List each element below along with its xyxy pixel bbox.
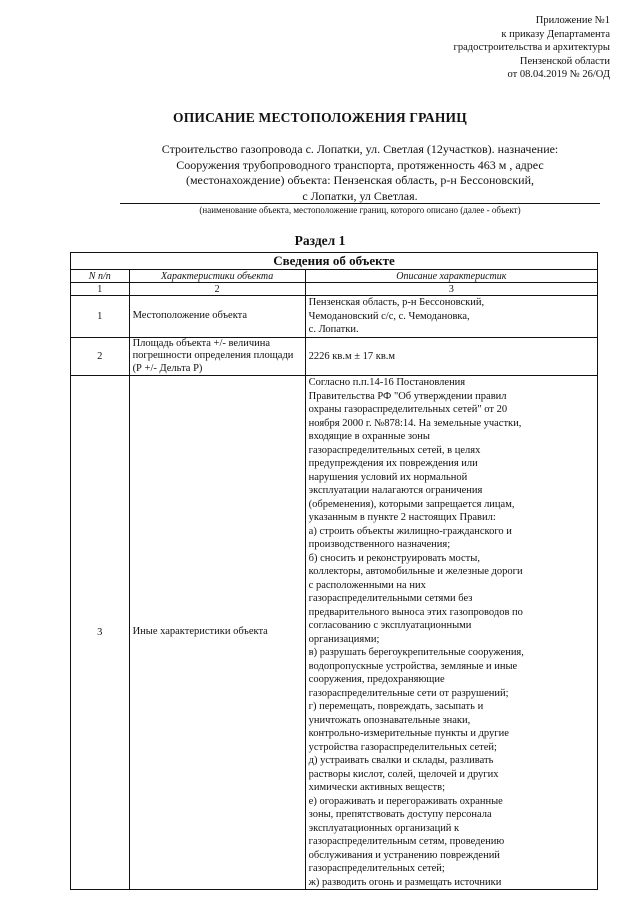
row-label (129, 296, 305, 338)
value-line: Согласно п.п.14-16 Постановления (308, 377, 466, 388)
value-line: с расположенными на них (308, 579, 426, 591)
table-title: Сведения об объекте (71, 253, 598, 270)
section-heading: Раздел 1 (294, 233, 346, 248)
value-line: 2226 кв.м ± 17 кв.м (308, 350, 396, 362)
value-line: газораспределительных сетей, в целях (308, 444, 481, 456)
appendix-block (454, 14, 610, 82)
row-label (129, 376, 305, 890)
header-number: N п/п (71, 270, 130, 283)
value-line: Чемодановский с/с, с. Чемодановка, (308, 310, 470, 322)
value-line: указанным в пункте 2 настоящих Правил: (308, 512, 496, 523)
value-line: химически активных веществ; (308, 782, 446, 793)
value-line: ноября 2000 г. №878:14. На земельные участки, (308, 417, 522, 429)
description-line: с Лопатки, ул Светлая. (302, 188, 418, 203)
value-line: (обременения), которыми запрещается лицам, (308, 498, 515, 510)
value-line: предупреждения их повреждения или (308, 458, 478, 469)
row-number: 3 (71, 376, 130, 890)
value-line: производственного назначения; (308, 539, 451, 550)
document-title: ОПИСАНИЕ МЕСТОПОЛОЖЕНИЯ ГРАНИЦ (173, 110, 467, 125)
appendix-line: Приложение №1 (535, 15, 610, 26)
value-line: газораспределительным сетям, проведению (308, 836, 505, 847)
value-line: ж) разводить огонь и размещать источники (308, 876, 502, 888)
value-line: газораспределительные сети от разрушений; (308, 687, 509, 699)
row-value (305, 337, 597, 376)
table-row (71, 376, 598, 890)
column-number-3: 3 (305, 283, 597, 296)
value-line: д) устраивать свалки и склады, разливать (308, 755, 494, 766)
row-number: 1 (71, 296, 130, 338)
object-info-table (70, 252, 598, 890)
column-number-1: 1 (71, 283, 130, 296)
row-label-line: Иные характеристики объекта (132, 626, 268, 638)
value-line: с. Лопатки. (308, 324, 359, 335)
value-line: е) огораживать и перегораживать охранные (308, 795, 503, 807)
value-line: коллекторы, автомобильные и железные дороги (308, 566, 523, 577)
row-label-line: (Р +/- Дельта Р) (132, 362, 203, 374)
row-label-line: Местоположение объекта (132, 310, 248, 321)
row-value (305, 376, 597, 890)
value-line: Пензенская область, р-н Бессоновский, (308, 297, 485, 308)
value-line: организациями; (308, 633, 380, 645)
row-label-line: Площадь объекта +/- величина (132, 337, 271, 349)
appendix-line: Пензенской области (519, 55, 610, 67)
value-line: сооружения, предохраняющие (308, 674, 445, 685)
row-value (305, 296, 597, 338)
value-line: эксплуатационных организаций к (308, 822, 460, 834)
value-line: устройства газораспределительных сетей; (308, 741, 497, 753)
row-number: 2 (71, 337, 130, 376)
description-underline (120, 203, 600, 204)
description-caption: (наименование объекта, местоположение границ, которого описано (далее - объект) (199, 205, 521, 215)
value-line: а) строить объекты жилищно-гражданского и (308, 525, 512, 537)
value-line: газораспределительными сетями без (308, 593, 473, 604)
appendix-line: к приказу Департамента (501, 28, 610, 40)
value-line: зоны, препятствовать доступу персонала (308, 809, 492, 820)
value-line: в) разрушать берегоукрепительные сооружения, (308, 647, 524, 658)
object-description (130, 142, 590, 204)
description-line: (местонахождение) объекта: Пензенская область, р-н Бессоновский, (185, 173, 535, 187)
column-number-2: 2 (129, 283, 305, 296)
value-line: газораспределительных сетей; (308, 863, 445, 874)
row-label (129, 337, 305, 376)
value-line: водопропускные устройства, земляные и иные (308, 660, 518, 672)
description-line: Сооружения трубопроводного транспорта, протяженность 463 м , адрес (176, 157, 544, 172)
value-line: б) сносить и реконструировать мосты, (308, 552, 480, 564)
value-line: обслуживания и устранению повреждений (308, 849, 500, 861)
value-line: эксплуатации налагаются ограничения (308, 485, 483, 496)
table-row (71, 337, 598, 376)
appendix-line: от 08.04.2019 № 26/ОД (507, 69, 610, 80)
header-description: Описание характеристик (305, 270, 597, 283)
value-line: г) перемещать, повреждать, засыпать и (308, 701, 484, 712)
table-row (71, 296, 598, 338)
value-line: растворы кислот, солей, щелочей и других (308, 768, 499, 780)
value-line: нарушения условий их нормальной (308, 471, 468, 483)
row-label-line: погрешности определения площади (132, 350, 294, 361)
value-line: уничтожать опознавательные знаки, (308, 714, 471, 726)
value-line: входящие в охранные зоны (308, 431, 430, 442)
value-line: Правительства РФ "Об утверждении правил (308, 390, 507, 402)
appendix-line: градостроительства и архитектуры (453, 42, 610, 53)
value-line: предварительного выноса этих газопроводов по (308, 606, 523, 618)
value-line: охраны газораспределительных сетей" от 20 (308, 404, 508, 415)
value-line: контрольно-измерительные пункты и другие (308, 728, 509, 739)
header-characteristic: Характеристики объекта (129, 270, 305, 283)
value-line: согласованию с эксплуатационными (308, 620, 472, 631)
description-line: Строительство газопровода с. Лопатки, ул. Светлая (12участков). назначение: (161, 142, 559, 156)
